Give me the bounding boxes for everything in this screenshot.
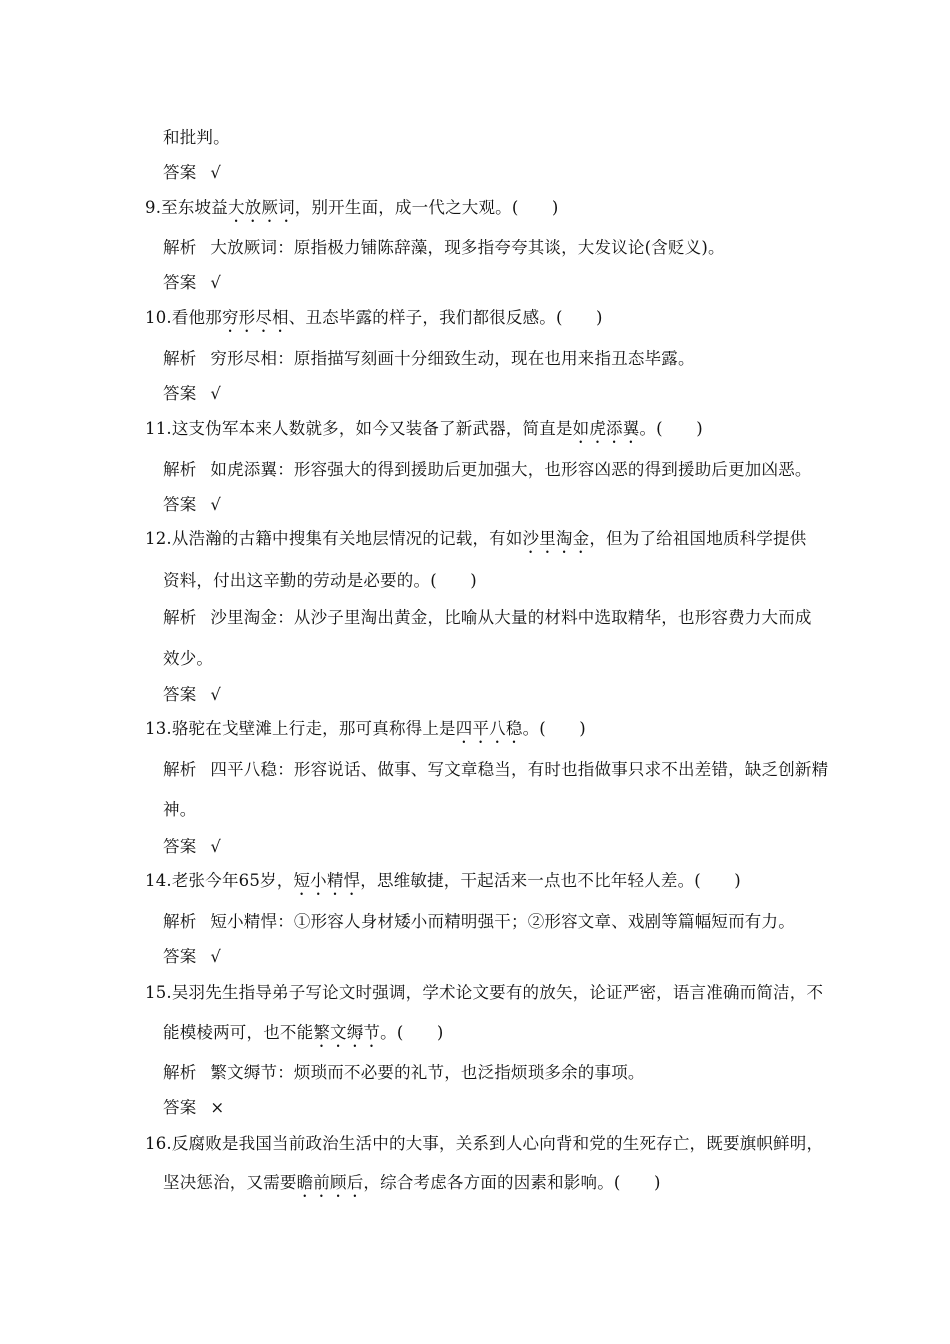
analysis-line bbox=[163, 911, 795, 933]
answer-label: 答案 bbox=[163, 685, 197, 704]
answer-line bbox=[163, 494, 221, 516]
question-number: 11. bbox=[145, 419, 172, 438]
question-number: 14. bbox=[145, 871, 172, 890]
answer-line bbox=[163, 684, 221, 706]
analysis-label: 解析 bbox=[163, 608, 197, 627]
continuation-text: 和批判。 bbox=[163, 128, 230, 147]
question-number: 13. bbox=[145, 719, 172, 738]
analysis-label: 解析 bbox=[163, 460, 197, 479]
emphasized-idiom: 短小精悍 bbox=[293, 871, 361, 890]
analysis-text: 如虎添翼：形容强大的得到援助后更加强大，也形容凶恶的得到援助后更加凶恶。 bbox=[210, 460, 812, 479]
question-line-continued bbox=[163, 1022, 444, 1051]
question-text: 、丑态毕露的样子，我们都很反感。( ) bbox=[288, 308, 603, 327]
question-text: ，思维敏捷，干起活来一点也不比年轻人差。( ) bbox=[360, 871, 741, 890]
answer-label: 答案 bbox=[163, 947, 197, 966]
analysis-line bbox=[163, 1062, 645, 1084]
question-text: 。( ) bbox=[522, 719, 586, 738]
question-number: 16. bbox=[145, 1134, 172, 1153]
emphasized-idiom: 沙里淘金 bbox=[522, 529, 590, 548]
question-number: 15. bbox=[145, 983, 172, 1002]
question-line-continued: 资料，付出这辛勤的劳动是必要的。( ) bbox=[163, 571, 477, 590]
answer-label: 答案 bbox=[163, 837, 197, 856]
analysis-text: 穷形尽相：原指描写刻画十分细致生动，现在也用来指丑态毕露。 bbox=[210, 349, 695, 368]
question-number: 12. bbox=[145, 529, 172, 548]
question-text: 坚决惩治，又需要 bbox=[163, 1173, 297, 1192]
question-text: 能模棱两可，也不能 bbox=[163, 1023, 314, 1042]
question-text: 这支伪军本来人数就多，如今又装备了新武器，简直是 bbox=[171, 419, 573, 438]
analysis-line bbox=[163, 237, 725, 259]
question-line bbox=[145, 307, 603, 336]
answer-value: √ bbox=[210, 837, 222, 856]
analysis-line-continued: 效少。 bbox=[163, 649, 214, 668]
answer-label: 答案 bbox=[163, 384, 197, 403]
analysis-line bbox=[163, 759, 828, 781]
answer-value: √ bbox=[210, 947, 222, 966]
analysis-line bbox=[163, 348, 695, 370]
answer-label: 答案 bbox=[163, 163, 197, 182]
question-number: 10. bbox=[145, 308, 172, 327]
answer-line bbox=[163, 836, 221, 858]
emphasized-idiom: 如虎添翼 bbox=[572, 419, 640, 438]
answer-line bbox=[163, 272, 221, 294]
question-line bbox=[145, 718, 586, 747]
answer-value: √ bbox=[210, 163, 222, 182]
analysis-line bbox=[163, 607, 812, 629]
analysis-label: 解析 bbox=[163, 760, 197, 779]
emphasized-idiom: 四平八稳 bbox=[455, 719, 523, 738]
analysis-label: 解析 bbox=[163, 1063, 197, 1082]
answer-value: × bbox=[210, 1098, 225, 1117]
question-line bbox=[145, 982, 823, 1004]
question-line-continued bbox=[163, 1172, 661, 1201]
question-line bbox=[145, 197, 559, 226]
question-text: 至东坡益 bbox=[161, 198, 228, 217]
answer-label: 答案 bbox=[163, 495, 197, 514]
question-text: 看他那 bbox=[171, 308, 222, 327]
analysis-text: 繁文缛节：烦琐而不必要的礼节，也泛指烦琐多余的事项。 bbox=[210, 1063, 645, 1082]
analysis-label: 解析 bbox=[163, 238, 197, 257]
question-number: 9. bbox=[145, 198, 162, 217]
question-text: ，综合考虑各方面的因素和影响。( ) bbox=[363, 1173, 661, 1192]
analysis-text: 短小精悍：①形容人身材矮小而精明强干；②形容文章、戏剧等篇幅短而有力。 bbox=[210, 912, 795, 931]
analysis-text: 大放厥词：原指极力铺陈辞藻，现多指夸夸其谈，大发议论(含贬义)。 bbox=[210, 238, 725, 257]
answer-value: √ bbox=[210, 273, 222, 292]
analysis-line-continued: 神。 bbox=[163, 800, 197, 819]
analysis-line bbox=[163, 459, 812, 481]
answer-line bbox=[163, 162, 221, 184]
question-text: 反腐败是我国当前政治生活中的大事，关系到人心向背和党的生死存亡，既要旗帜鲜明， bbox=[171, 1134, 824, 1153]
analysis-text: 沙里淘金：从沙子里淘出黄金，比喻从大量的材料中选取精华，也形容费力大而成 bbox=[210, 608, 812, 627]
question-line bbox=[145, 870, 741, 899]
answer-line bbox=[163, 1097, 224, 1119]
question-text: 。( ) bbox=[639, 419, 703, 438]
question-line bbox=[145, 1133, 823, 1155]
emphasized-idiom: 大放厥词 bbox=[227, 198, 295, 217]
question-text: ，但为了给祖国地质科学提供 bbox=[589, 529, 807, 548]
analysis-text: 四平八稳：形容说话、做事、写文章稳当，有时也指做事只求不出差错，缺乏创新精 bbox=[210, 760, 829, 779]
question-line bbox=[145, 528, 806, 557]
answer-value: √ bbox=[210, 495, 222, 514]
answer-line bbox=[163, 946, 221, 968]
question-text: 骆驼在戈壁滩上行走，那可真称得上是 bbox=[171, 719, 456, 738]
answer-label: 答案 bbox=[163, 1098, 197, 1117]
question-text: 老张今年65岁， bbox=[171, 871, 294, 890]
emphasized-idiom: 瞻前顾后 bbox=[296, 1173, 364, 1192]
analysis-label: 解析 bbox=[163, 349, 197, 368]
emphasized-idiom: 穷形尽相 bbox=[221, 308, 289, 327]
answer-value: √ bbox=[210, 685, 222, 704]
question-text: ，别开生面，成一代之大观。( ) bbox=[294, 198, 559, 217]
answer-line bbox=[163, 383, 221, 405]
answer-label: 答案 bbox=[163, 273, 197, 292]
analysis-label: 解析 bbox=[163, 912, 197, 931]
answer-value: √ bbox=[210, 384, 222, 403]
emphasized-idiom: 繁文缛节 bbox=[313, 1023, 381, 1042]
question-text: 从浩瀚的古籍中搜集有关地层情况的记载，有如 bbox=[171, 529, 523, 548]
question-text: 。( ) bbox=[380, 1023, 444, 1042]
question-text: 吴羽先生指导弟子写论文时强调，学术论文要有的放矢，论证严密，语言准确而简洁，不 bbox=[171, 983, 824, 1002]
question-line bbox=[145, 418, 703, 447]
